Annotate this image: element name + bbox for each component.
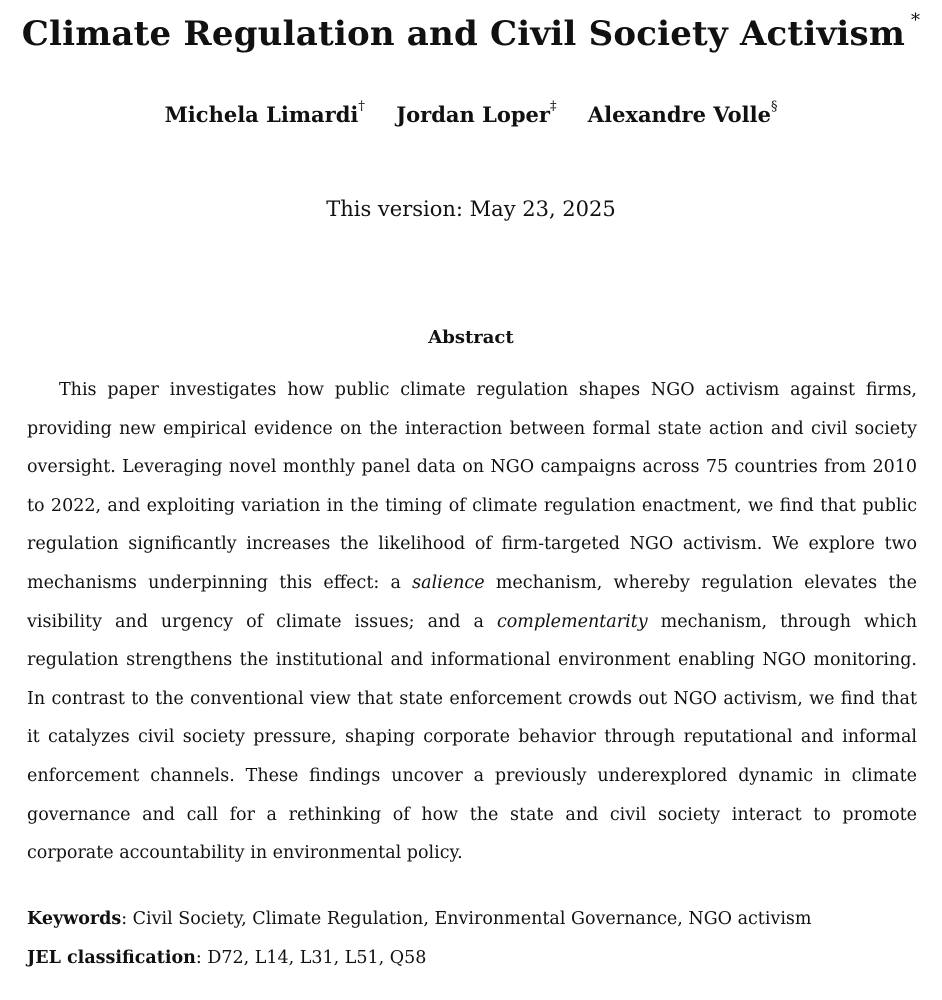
abstract-text-part: mechanism, through which regulation strengthens the institutional and informational environment enabling NGO monitoring. In contrast to the conventional view that state enforcement crowds out NGO activism, we find that it catalyzes civil society pressure, shaping corporate behavior through reputational and informal enforcement channels. These findings uncover a previously underexplored dynamic in climate governance and call for a rethinking of how the state and civil society interact to promote corporate accountability in environmental policy.	[27, 611, 917, 864]
abstract-text	[27, 371, 917, 873]
abstract-emphasis-salience: salience	[412, 572, 485, 593]
author-footnote-mark: †	[358, 99, 365, 114]
keywords-line: Keywords: Civil Society, Climate Regulation, Environmental Governance, NGO activism	[27, 909, 812, 929]
jel-label: JEL classification	[27, 948, 196, 968]
author-name: Michela Limardi	[164, 102, 359, 127]
abstract-text-part: This paper investigates how public climate regulation shapes NGO activism against firms, providing new empirical evidence on the interaction between formal state action and civil society oversight. Leveraging novel monthly panel data on NGO campaigns across 75 countries from 2010 to 2022, and exploiting variation in the timing of climate regulation enactment, we find that public regulation significantly increases the likelihood of firm-targeted NGO activism. We explore two mechanisms underpinning this effect: a	[27, 380, 917, 593]
title-footnote-mark: *	[911, 10, 921, 31]
paper-title	[0, 10, 942, 54]
author-2	[396, 99, 557, 127]
abstract-emphasis-complementarity: complementarity	[496, 611, 648, 632]
paper-title-text: Climate Regulation and Civil Society Activism	[21, 14, 906, 54]
author-3	[587, 99, 778, 127]
author-1	[164, 99, 365, 127]
version-date: This version: May 23, 2025	[326, 197, 616, 221]
keywords-value: Civil Society, Climate Regulation, Environmental Governance, NGO activism	[132, 909, 812, 929]
author-footnote-mark: §	[770, 99, 778, 114]
jel-line: JEL classification: D72, L14, L31, L51, Q58	[27, 948, 427, 968]
abstract-text-part: mechanism, whereby regulation elevates the visibility and urgency of climate issues; and a	[27, 572, 917, 632]
author-list	[0, 99, 942, 127]
jel-value: D72, L14, L31, L51, Q58	[207, 948, 427, 968]
author-name: Alexandre Volle	[587, 102, 771, 127]
author-footnote-mark: ‡	[549, 99, 557, 114]
author-name: Jordan Loper	[396, 102, 550, 127]
abstract-heading: Abstract	[428, 327, 514, 348]
keywords-label: Keywords	[27, 909, 122, 929]
